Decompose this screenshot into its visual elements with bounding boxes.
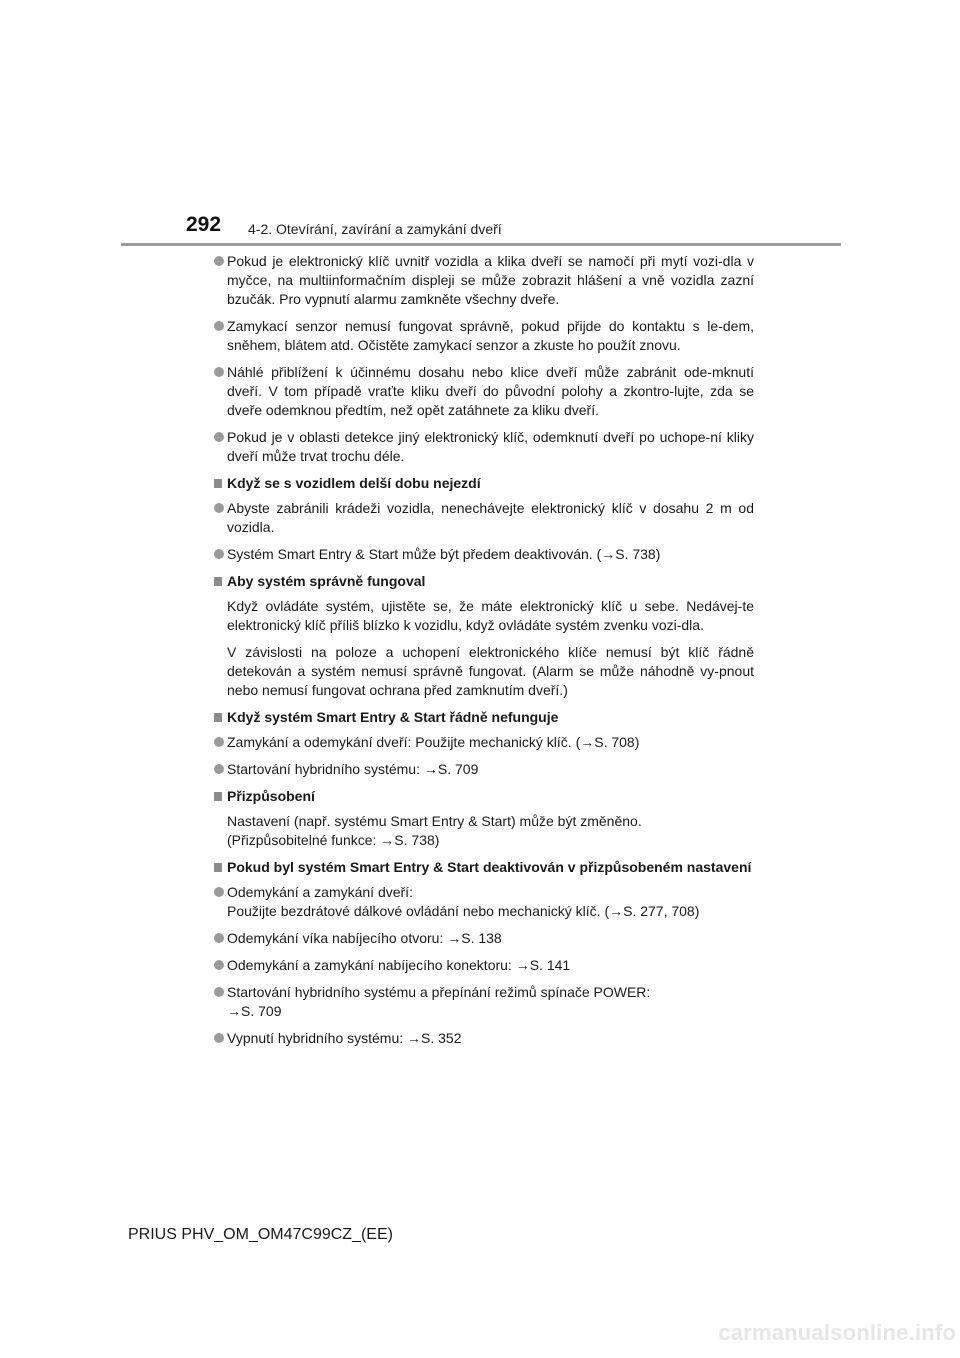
manual-content [214, 252, 754, 1056]
bullet-dot-icon [214, 549, 224, 559]
bullet-item [214, 956, 754, 975]
header-divider [121, 243, 841, 246]
bullet-item [214, 545, 754, 564]
document-id: PRIUS PHV_OM_OM47C99CZ_(EE) [128, 1226, 393, 1243]
section-heading [214, 708, 754, 727]
heading-text: Aby systém správně fungoval [227, 573, 426, 589]
body-text: Zamykací senzor nemusí fungovat správně, pokud přijde do kontaktu s le-dem, sněhem, blátem atd. Očistěte zamykací senzor a zkuste ho použít znovu. [227, 318, 754, 353]
body-text: Odemykání a zamykání dveří: Použijte bezdrátové dálkové ovládání nebo mechanický klíč. (→S. 277, 708) [227, 884, 700, 919]
body-text: Startování hybridního systému a přepínání režimů spínače POWER: →S. 709 [227, 984, 651, 1019]
section-heading [214, 572, 754, 591]
bullet-item [214, 929, 754, 948]
bullet-item [214, 317, 754, 355]
paragraph [214, 597, 754, 635]
bullet-dot-icon [214, 933, 224, 943]
bullet-item [214, 883, 754, 921]
heading-square-icon [214, 863, 222, 872]
bullet-dot-icon [214, 503, 224, 513]
body-text: Když ovládáte systém, ujistěte se, že máte elektronický klíč u sebe. Nedávej-te elektronický klíč příliš blízko k vozidlu, když ovládáte systém zvenku vozi-dla. [227, 598, 754, 633]
paragraph [214, 643, 754, 700]
body-text: Pokud je elektronický klíč uvnitř vozidla a klika dveří se namočí při mytí vozi-dla v myčce, na multiinformačním displeji se může zobrazit hlášení a vně vozidla zazní bzučák. Pro vypnutí alarmu zamkněte všechny dveře. [227, 253, 754, 307]
bullet-item [214, 760, 754, 779]
bullet-dot-icon [214, 737, 224, 747]
bullet-dot-icon [214, 321, 224, 331]
heading-text: Když se s vozidlem delší dobu nejezdí [227, 475, 481, 491]
bullet-item [214, 428, 754, 466]
bullet-dot-icon [214, 432, 224, 442]
bullet-item [214, 499, 754, 537]
body-text: Vypnutí hybridního systému: →S. 352 [227, 1030, 462, 1046]
body-text: Odemykání a zamykání nabíjecího konektoru: →S. 141 [227, 957, 571, 973]
bullet-dot-icon [214, 1033, 224, 1043]
bullet-dot-icon [214, 367, 224, 377]
bullet-item [214, 363, 754, 420]
body-text: Abyste zabránili krádeži vozidla, nenechávejte elektronický klíč v dosahu 2 m od vozidla. [227, 500, 754, 535]
heading-text: Když systém Smart Entry & Start řádně nefunguje [227, 709, 559, 725]
page-number: 292 [186, 213, 222, 236]
bullet-item [214, 1029, 754, 1048]
bullet-dot-icon [214, 256, 224, 266]
body-text: Systém Smart Entry & Start může být předem deaktivován. (→S. 738) [227, 546, 661, 562]
paragraph [214, 812, 754, 850]
heading-text: Přizpůsobení [227, 788, 315, 804]
heading-square-icon [214, 479, 222, 488]
section-title: 4-2. Otevírání, zavírání a zamykání dveří [248, 221, 502, 237]
body-text: Nastavení (např. systému Smart Entry & Start) může být změněno. (Přizpůsobitelné funkce: →S. 738) [227, 813, 642, 848]
bullet-item [214, 983, 754, 1021]
body-text: Odemykání víka nabíjecího otvoru: →S. 138 [227, 930, 502, 946]
bullet-dot-icon [214, 764, 224, 774]
heading-square-icon [214, 792, 222, 801]
heading-square-icon [214, 577, 222, 586]
section-heading [214, 858, 754, 877]
bullet-item [214, 733, 754, 752]
section-heading [214, 474, 754, 493]
bullet-item [214, 252, 754, 309]
body-text: Pokud je v oblasti detekce jiný elektronický klíč, odemknutí dveří po uchope-ní kliky dveří může trvat trochu déle. [227, 429, 754, 464]
heading-text: Pokud byl systém Smart Entry & Start deaktivován v přizpůsobeném nastavení [227, 859, 752, 875]
watermark: carmanualsonline.info [718, 1320, 956, 1345]
bullet-dot-icon [214, 987, 224, 997]
page-header [0, 0, 960, 250]
body-text: Zamykání a odemykání dveří: Použijte mechanický klíč. (→S. 708) [227, 734, 640, 750]
bullet-dot-icon [214, 887, 224, 897]
heading-square-icon [214, 713, 222, 722]
bullet-dot-icon [214, 960, 224, 970]
body-text: Startování hybridního systému: →S. 709 [227, 761, 479, 777]
body-text: Náhlé přiblížení k účinnému dosahu nebo klice dveří může zabránit ode-mknutí dveří. V tom případě vraťte kliku dveří do původní polohy a zkontro-lujte, zda se dveře odemknou předtím, než opět zatáhnete za kliku dveří. [227, 364, 754, 418]
body-text: V závislosti na poloze a uchopení elektronického klíče nemusí být klíč řádně detekován a systém nemusí správně fungovat. (Alarm se může náhodně vy-pnout nebo nemusí fungovat ochrana před zamknutím dveří.) [227, 644, 754, 698]
section-heading [214, 787, 754, 806]
